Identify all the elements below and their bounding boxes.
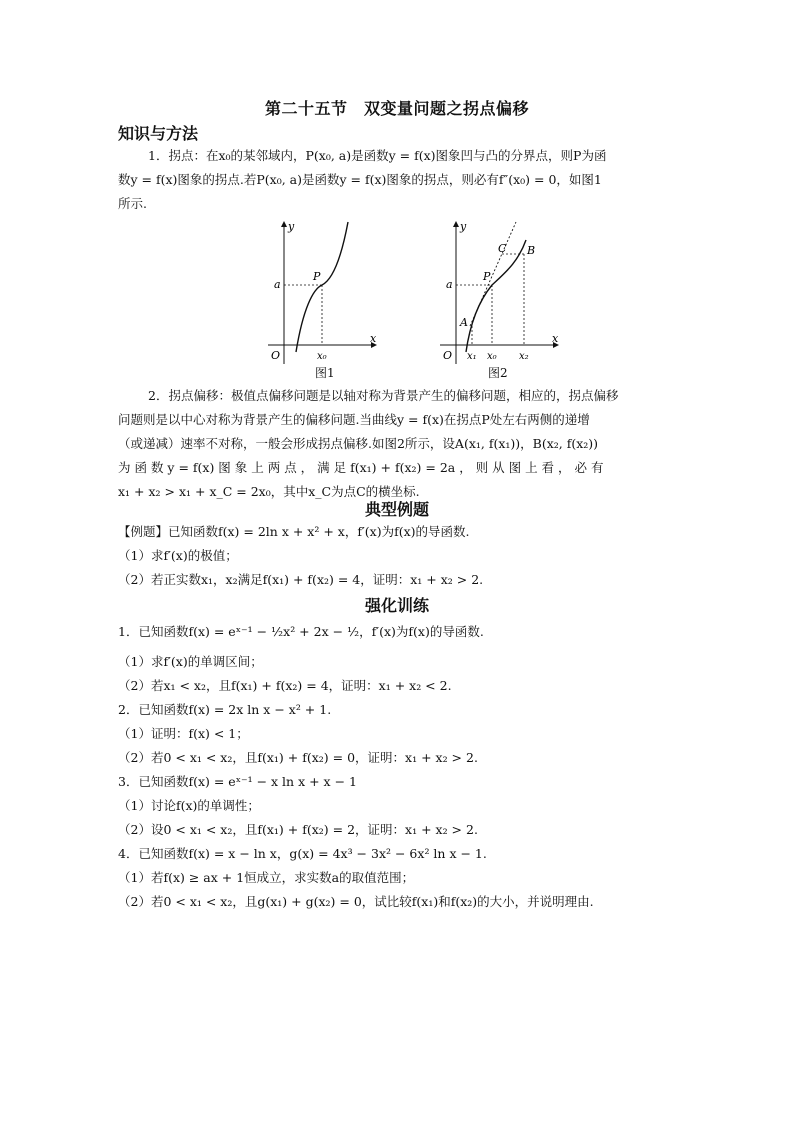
knowledge-p1-line1: 1．拐点：在x₀的某邻域内，P(x₀, a)是函数y = f(x)图象凹与凸的分界点，则P为函 bbox=[148, 148, 607, 163]
example-line1: 【例题】已知函数f(x) = 2ln x + x² + x，f′(x)为f(x)的导函数. bbox=[118, 524, 470, 539]
label-origin: O bbox=[443, 349, 453, 362]
label-point-c: C bbox=[498, 242, 507, 255]
training-line: （1）若f(x) ≥ ax + 1恒成立，求实数a的取值范围； bbox=[118, 870, 415, 885]
label-y: y bbox=[460, 220, 467, 233]
knowledge-p1-line3: 所示. bbox=[118, 196, 147, 211]
training-line: （2）若0 < x₁ < x₂，且f(x₁) + f(x₂) = 0，证明：x₁ + x₂ > 2. bbox=[118, 750, 478, 765]
training-line: （1）讨论f(x)的单调性； bbox=[118, 798, 260, 813]
training-line: 1．已知函数f(x) = eˣ⁻¹ − ½x² + 2x − ½，f′(x)为f(x)的导函数. bbox=[118, 624, 484, 639]
knowledge-p2-line1: 2．拐点偏移：极值点偏移问题是以轴对称为背景产生的偏移问题，相应的，拐点偏移 bbox=[148, 388, 619, 403]
label-x0: x₀ bbox=[487, 351, 497, 362]
label-x0: x₀ bbox=[317, 351, 327, 362]
training-line: （1）求f′(x)的单调区间； bbox=[118, 654, 263, 669]
knowledge-p2-line5: x₁ + x₂ > x₁ + x_C = 2x₀，其中x_C为点C的横坐标. bbox=[118, 484, 420, 499]
label-x: x bbox=[552, 332, 559, 345]
label-a: a bbox=[274, 278, 281, 291]
section-heading-training: 强化训练 bbox=[364, 596, 429, 615]
knowledge-p2-line4: 为 函 数 y = f(x) 图 象 上 两 点 ， 满 足 f(x₁) + f(x₂) = 2a ， 则 从 图 上 看 ， 必 有 bbox=[118, 460, 604, 475]
knowledge-p2-line3: （或递减）速率不对称，一般会形成拐点偏移.如图2所示，设A(x₁, f(x₁))，B(x₂, f(x₂)) bbox=[118, 436, 599, 451]
example-line3: （2）若正实数x₁，x₂满足f(x₁) + f(x₂) = 4，证明：x₁ + x₂ > 2. bbox=[118, 572, 484, 587]
label-p: P bbox=[313, 270, 321, 283]
knowledge-p1-line2: 数y = f(x)图象的拐点.若P(x₀, a)是函数y = f(x)图象的拐点，则必有f″(x₀) = 0，如图1 bbox=[118, 172, 602, 187]
figure-1 bbox=[258, 214, 388, 374]
training-line: 3．已知函数f(x) = eˣ⁻¹ − x ln x + x − 1 bbox=[118, 774, 357, 789]
figure-1-caption: 图1 bbox=[315, 366, 335, 380]
label-p: P bbox=[483, 270, 491, 283]
label-origin: O bbox=[271, 349, 281, 362]
label-x2: x₂ bbox=[519, 351, 529, 362]
label-point-b: B bbox=[527, 244, 536, 257]
label-point-a: A bbox=[460, 316, 468, 329]
training-line: （1）证明：f(x) < 1； bbox=[118, 726, 249, 741]
figure-2-caption: 图2 bbox=[488, 366, 508, 380]
line-ac bbox=[470, 222, 516, 326]
section-heading-example: 典型例题 bbox=[364, 500, 429, 519]
label-x1: x₁ bbox=[467, 351, 477, 362]
section-heading-knowledge: 知识与方法 bbox=[118, 124, 199, 143]
page-title: 第二十五节 双变量问题之拐点偏移 bbox=[264, 99, 529, 118]
label-a: a bbox=[446, 278, 453, 291]
label-x: x bbox=[370, 332, 377, 345]
curve bbox=[466, 240, 526, 352]
figure-2 bbox=[430, 214, 570, 374]
training-line: （2）若x₁ < x₂，且f(x₁) + f(x₂) = 4，证明：x₁ + x₂ < 2. bbox=[118, 678, 452, 693]
knowledge-p2-line2: 问题则是以中心对称为背景产生的偏移问题.当曲线y = f(x)在拐点P处左右两侧的递增 bbox=[118, 412, 590, 427]
example-line2: （1）求f′(x)的极值； bbox=[118, 548, 238, 563]
training-line: 4．已知函数f(x) = x − ln x，g(x) = 4x³ − 3x² − 6x² ln x − 1. bbox=[118, 846, 487, 861]
training-line: （2）若0 < x₁ < x₂，且g(x₁) + g(x₂) = 0，试比较f(x₁)和f(x₂)的大小，并说明理由. bbox=[118, 894, 594, 909]
label-y: y bbox=[288, 220, 295, 233]
training-line: （2）设0 < x₁ < x₂，且f(x₁) + f(x₂) = 2，证明：x₁ + x₂ > 2. bbox=[118, 822, 478, 837]
training-line: 2．已知函数f(x) = 2x ln x − x² + 1. bbox=[118, 702, 332, 717]
